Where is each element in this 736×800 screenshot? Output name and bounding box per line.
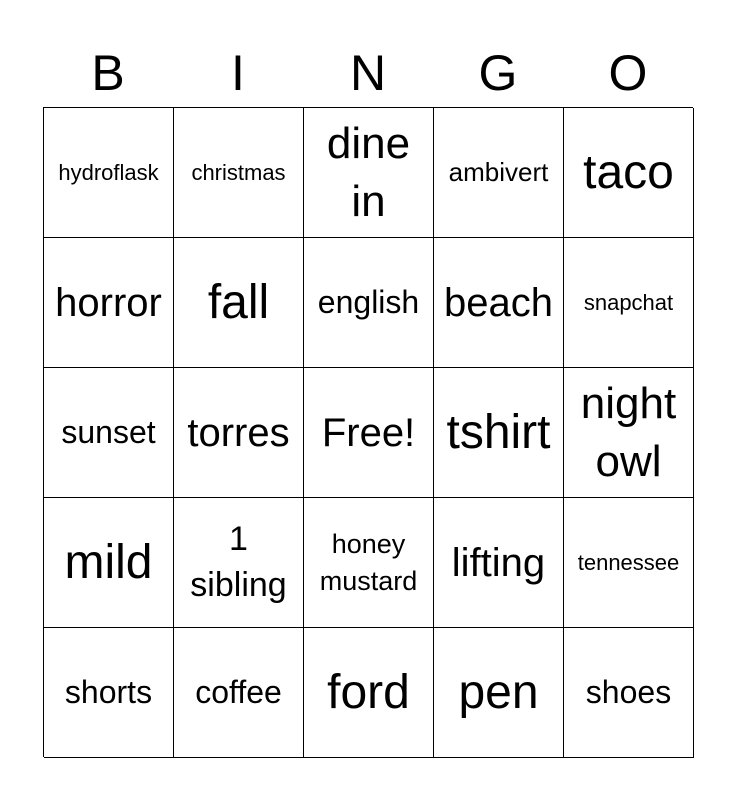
bingo-cell[interactable]: [44, 628, 174, 758]
cell-text: lifting: [451, 540, 546, 585]
bingo-cell[interactable]: [434, 628, 564, 758]
header-letter-n: N: [349, 45, 387, 101]
cell-text: tennessee: [577, 549, 680, 575]
cell-text: fall: [207, 275, 270, 329]
bingo-cell[interactable]: [564, 238, 694, 368]
cell-text: honey mustard: [319, 529, 418, 596]
cell-text: sunset: [61, 414, 156, 451]
bingo-cell[interactable]: [174, 368, 304, 498]
cell-text: dine in: [326, 119, 411, 226]
cell-text: tshirt: [446, 405, 551, 459]
cell-text: hydroflask: [58, 159, 159, 185]
header-letter-o: O: [608, 45, 648, 101]
header-letter-i: I: [231, 45, 245, 101]
bingo-cell[interactable]: [564, 498, 694, 628]
free-space-cell[interactable]: [304, 368, 434, 498]
cell-text: ambivert: [448, 156, 549, 187]
bingo-cell[interactable]: [44, 108, 174, 238]
cell-text: shoes: [585, 674, 672, 711]
cell-text: horror: [55, 280, 162, 325]
bingo-cell[interactable]: [564, 628, 694, 758]
bingo-cell[interactable]: [44, 238, 174, 368]
cell-text: taco: [583, 145, 674, 199]
bingo-cell[interactable]: [44, 368, 174, 498]
cell-text: ford: [327, 665, 410, 719]
bingo-cell[interactable]: [434, 368, 564, 498]
bingo-cell[interactable]: [304, 108, 434, 238]
header-letter-g: G: [478, 45, 518, 101]
cell-text: beach: [444, 280, 553, 325]
bingo-cell[interactable]: [304, 628, 434, 758]
cell-text: shorts: [64, 674, 153, 711]
bingo-cell[interactable]: [174, 108, 304, 238]
cell-text: mild: [64, 535, 153, 589]
cell-text: 1 sibling: [190, 519, 287, 604]
bingo-cell[interactable]: [174, 628, 304, 758]
cell-text: snapchat: [583, 289, 674, 315]
bingo-cell[interactable]: [304, 498, 434, 628]
cell-text: night owl: [580, 379, 677, 486]
bingo-cell[interactable]: [564, 368, 694, 498]
cell-text: christmas: [191, 159, 286, 185]
bingo-cell[interactable]: [434, 498, 564, 628]
bingo-cell[interactable]: [174, 238, 304, 368]
bingo-header: [43, 40, 693, 106]
cell-text: torres: [187, 410, 290, 455]
bingo-cell[interactable]: [564, 108, 694, 238]
cell-text: english: [317, 284, 420, 321]
bingo-board: [43, 107, 693, 757]
bingo-cell[interactable]: [44, 498, 174, 628]
bingo-cell[interactable]: [174, 498, 304, 628]
bingo-cell[interactable]: [434, 238, 564, 368]
header-letter-b: B: [91, 45, 125, 101]
bingo-cell[interactable]: [304, 238, 434, 368]
bingo-cell[interactable]: [434, 108, 564, 238]
cell-text: Free!: [321, 410, 416, 455]
cell-text: coffee: [195, 674, 282, 711]
cell-text: pen: [458, 665, 539, 719]
